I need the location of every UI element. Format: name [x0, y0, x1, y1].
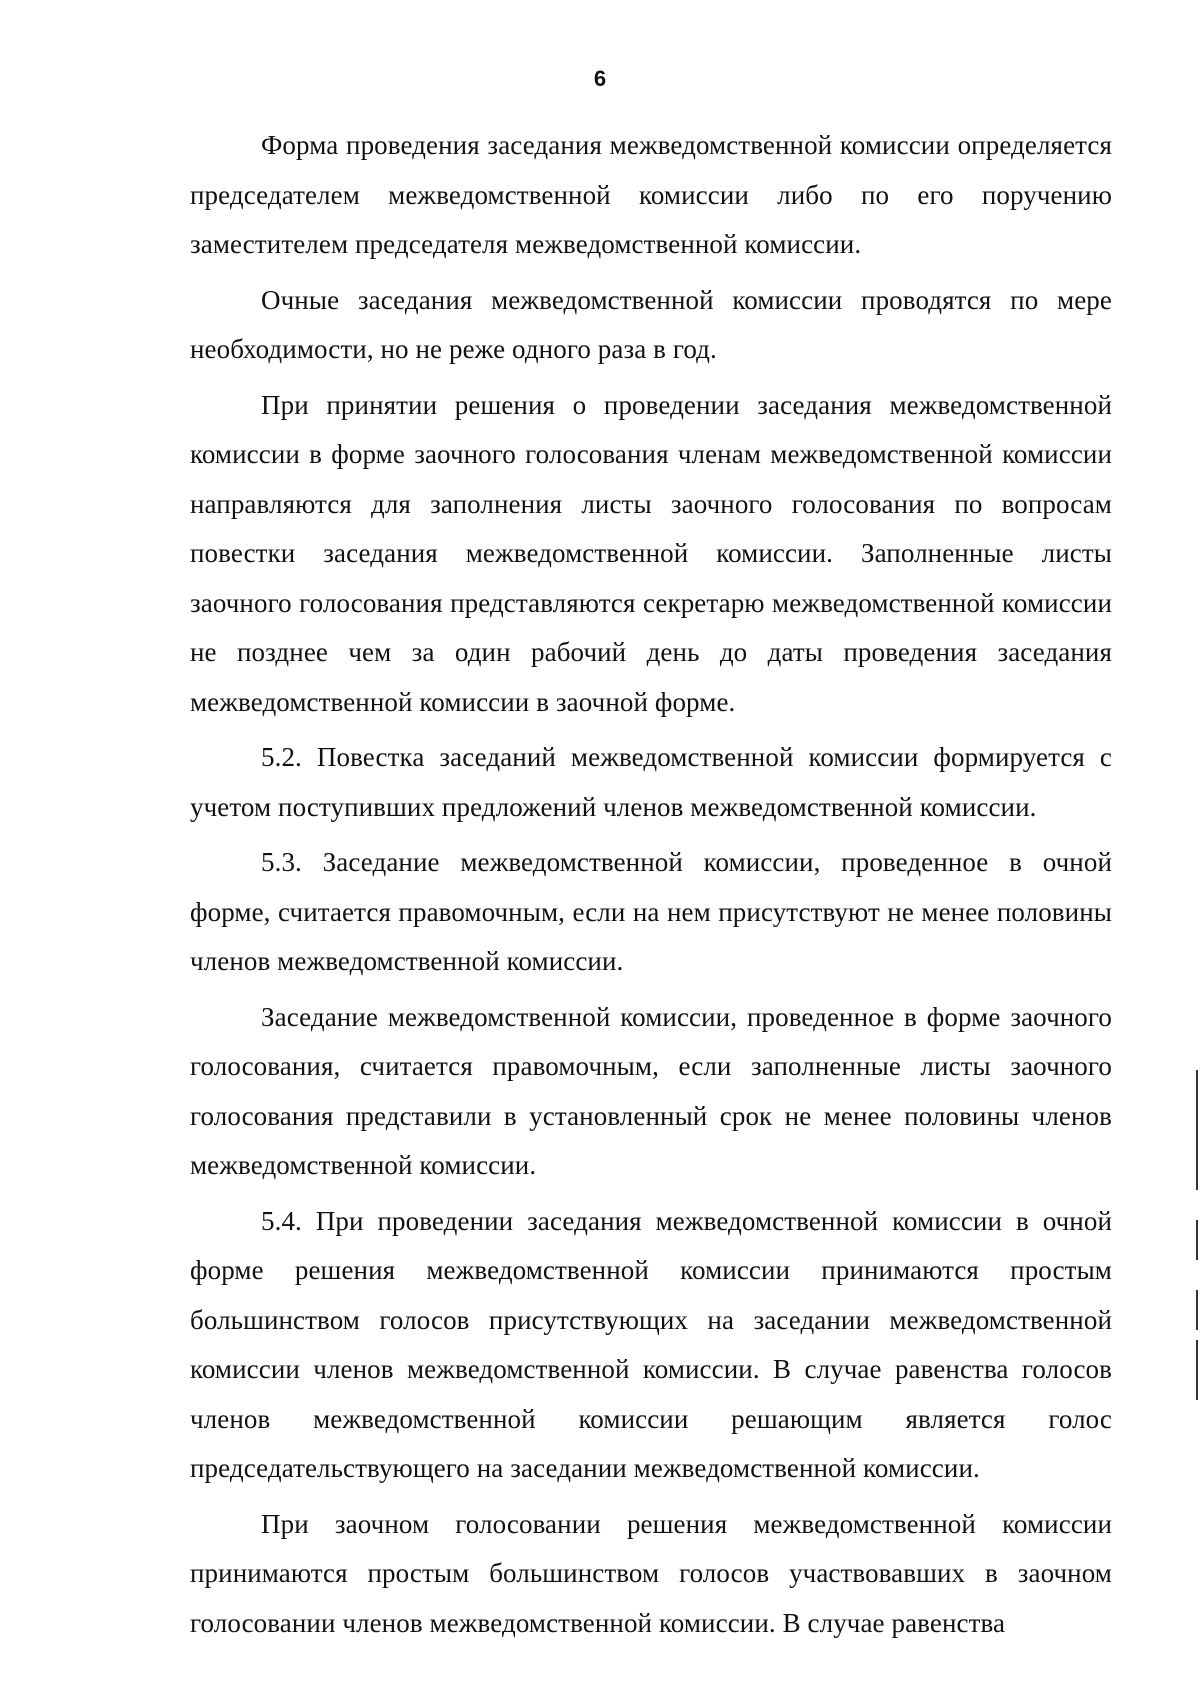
page-number: 6 — [593, 66, 607, 91]
paragraph-absentee-voting: При принятии решения о проведении заседания межведомственной комиссии в форме заочного голосования членам межведомственной комиссии направляются для заполнения листы заочного голосования по вопросам повестки заседания межведомственной комиссии. Заполненные листы заочного голосования представляются секретарю межведомственной комиссии не позднее чем за один рабочий день до даты проведения заседания межведомственной комиссии в заочной форме. — [190, 389, 1112, 717]
paragraph-absentee-decisions: При заочном голосовании решения межведомственной комиссии принимаются простым большинством голосов участвовавших в заочном голосовании членов межведомственной комиссии. В случае равенства — [190, 1508, 1112, 1638]
scan-edge-marks — [1194, 1070, 1200, 1450]
paragraph-5-2-agenda: 5.2. Повестка заседаний межведомственной комиссии формируется с учетом поступивших предложений членов межведомственной комиссии. — [190, 742, 1112, 822]
paragraph-5-4-decisions: 5.4. При проведении заседания межведомственной комиссии в очной форме решения межведомственной комиссии принимаются простым большинством голосов присутствующих на заседании межведомственной комиссии членов межведомственной комиссии. В случае равенства голосов членов межведомственной комиссии решающим является голос председательствующего на заседании межведомственной комиссии. — [190, 1205, 1112, 1483]
document-body — [190, 121, 1112, 1654]
paragraph-5-3-quorum: 5.3. Заседание межведомственной комиссии, проведенное в очной форме, считается правомочным, если на нем присутствуют не менее половины членов межведомственной комиссии. — [190, 847, 1112, 976]
paragraph-absentee-quorum: Заседание межведомственной комиссии, проведенное в форме заочного голосования, считается правомочным, если заполненные листы заочного голосования представили в установленный срок не менее половины членов межведомственной комиссии. — [190, 1001, 1112, 1180]
paragraph-meeting-form: Форма проведения заседания межведомственной комиссии определяется председателем межведомственной комиссии либо по его поручению заместителем председателя межведомственной комиссии. — [190, 130, 1112, 259]
paragraph-in-person-meetings: Очные заседания межведомственной комиссии проводятся по мере необходимости, но не реже одного раза в год. — [190, 284, 1112, 364]
